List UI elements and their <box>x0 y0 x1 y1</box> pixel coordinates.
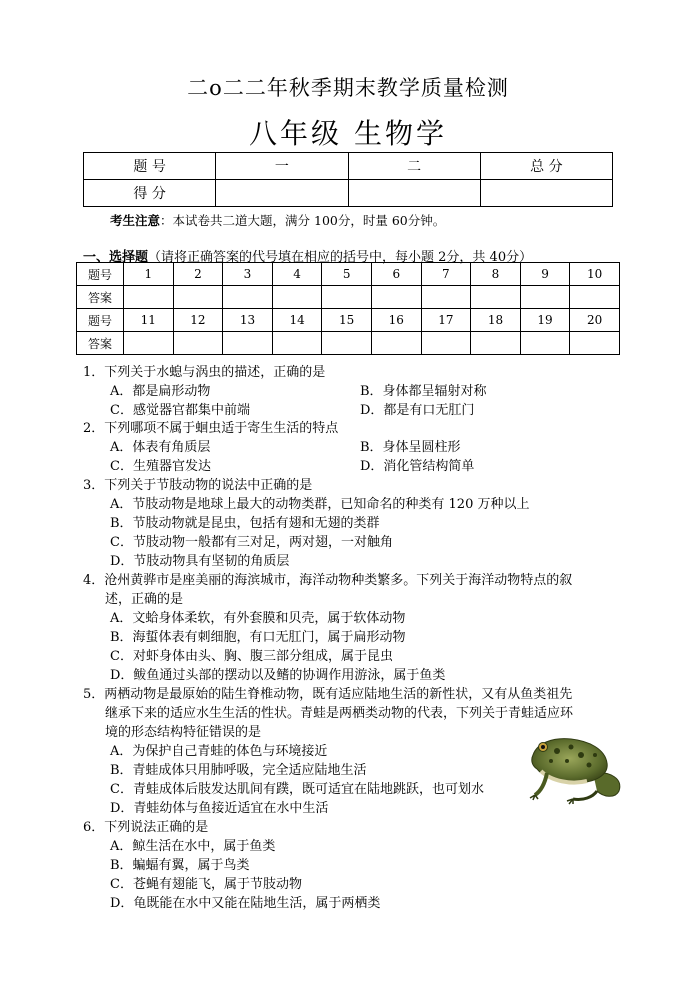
question-3-option-a: A．节肢动物是地球上最大的动物类群，已知命名的种类有 120 万种以上 <box>110 497 530 512</box>
exam-notice <box>110 211 445 229</box>
question-1-option-a: A．都是扁形动物 <box>110 384 211 399</box>
question-4-stem-line2: 述，正确的是 <box>105 592 184 607</box>
question-4-option-b: B．海蜇体表有刺细胞，有口无肛门，属于扁形动物 <box>110 630 406 645</box>
question-number-cell: 17 <box>421 309 471 332</box>
question-5-stem-line1: 5．两栖动物是最原始的陆生脊椎动物，既有适应陆地生活的新性状，又有从鱼类祖先 <box>83 687 573 702</box>
question-number-cell: 8 <box>471 263 521 286</box>
question-number-cell: 20 <box>570 309 620 332</box>
question-2-option-a: A．体表有角质层 <box>110 440 211 455</box>
score-row-label: 得 分 <box>84 180 216 207</box>
question-number-cell: 7 <box>421 263 471 286</box>
question-2-stem: 2．下列哪项不属于蛔虫适于寄生生活的特点 <box>83 421 339 436</box>
question-2-option-d: D．消化管结构简单 <box>360 459 475 474</box>
question-6-option-a: A．鲸生活在水中，属于鱼类 <box>110 839 276 854</box>
question-1-option-c: C．感觉器官都集中前端 <box>110 403 250 418</box>
question-2-option-c: C．生殖器官发达 <box>110 459 211 474</box>
answer-cell[interactable] <box>421 286 471 309</box>
question-5-option-a: A．为保护自己青蛙的体色与环境接近 <box>110 744 328 759</box>
answer-cell[interactable] <box>322 332 372 355</box>
question-number-cell: 10 <box>570 263 620 286</box>
question-number-cell: 11 <box>124 309 174 332</box>
question-3-option-c: C．节肢动物一般都有三对足，两对翅，一对触角 <box>110 535 393 550</box>
score-cell[interactable] <box>348 180 480 207</box>
question-number-cell: 9 <box>520 263 570 286</box>
grade-label: 八年级 <box>248 117 342 150</box>
score-header-cell: 一 <box>216 153 348 180</box>
question-number-cell: 4 <box>272 263 322 286</box>
score-header-cell: 总 分 <box>480 153 612 180</box>
answer-cell[interactable] <box>223 332 273 355</box>
answer-cell[interactable] <box>322 286 372 309</box>
question-1-option-d: D．都是有口无肛门 <box>360 403 475 418</box>
question-4-option-d: D．鲅鱼通过头部的摆动以及鳍的协调作用游泳，属于鱼类 <box>110 668 446 683</box>
answer-cell[interactable] <box>272 286 322 309</box>
answer-cell[interactable] <box>471 286 521 309</box>
question-6-option-d: D．龟既能在水中又能在陆地生活，属于两栖类 <box>110 896 381 911</box>
question-number-cell: 6 <box>371 263 421 286</box>
answer-cell[interactable] <box>223 286 273 309</box>
question-4-stem-line1: 4．沧州黄骅市是座美丽的海滨城市，海洋动物种类繁多。下列关于海洋动物特点的叙 <box>83 573 573 588</box>
answer-row-label: 答案 <box>77 332 124 355</box>
answer-cell[interactable] <box>173 286 223 309</box>
notice-text: ：本试卷共二道大题，满分 100分，时量 60分钟。 <box>160 213 446 228</box>
question-number-cell: 3 <box>223 263 273 286</box>
question-6-option-b: B．蝙蝠有翼，属于鸟类 <box>110 858 250 873</box>
frog-image <box>523 725 628 805</box>
question-6-stem: 6．下列说法正确的是 <box>83 820 209 835</box>
question-number-cell: 14 <box>272 309 322 332</box>
answer-cell[interactable] <box>124 286 174 309</box>
question-number-cell: 16 <box>371 309 421 332</box>
section-desc: （请将正确答案的代号填在相应的括号中，每小题 2分，共 40分） <box>148 250 533 265</box>
score-header-cell: 二 <box>348 153 480 180</box>
answer-row-label: 题号 <box>77 309 124 332</box>
answer-cell[interactable] <box>520 332 570 355</box>
question-number-cell: 19 <box>520 309 570 332</box>
question-number-cell: 18 <box>471 309 521 332</box>
answer-cell[interactable] <box>471 332 521 355</box>
notice-label: 考生注意 <box>110 213 161 228</box>
question-3-option-b: B．节肢动物就是昆虫，包括有翅和无翅的类群 <box>110 516 380 531</box>
question-3-option-d: D．节肢动物具有坚韧的角质层 <box>110 554 290 569</box>
answer-cell[interactable] <box>570 332 620 355</box>
score-table <box>83 152 613 207</box>
question-2-option-b: B．身体呈圆柱形 <box>360 440 461 455</box>
question-number-cell: 12 <box>173 309 223 332</box>
section-title: 一、选择题 <box>83 250 149 265</box>
exam-subtitle <box>0 112 696 152</box>
question-3-stem: 3．下列关于节肢动物的说法中正确的是 <box>83 478 313 493</box>
answer-row-label: 题号 <box>77 263 124 286</box>
question-5-stem-line2: 继承下来的适应水生生活的性状。青蛙是两栖类动物的代表，下列关于青蛙适应环 <box>105 706 574 721</box>
question-4-option-c: C．对虾身体由头、胸、腹三部分组成，属于昆虫 <box>110 649 393 664</box>
answer-cell[interactable] <box>173 332 223 355</box>
question-number-cell: 13 <box>223 309 273 332</box>
answer-cell[interactable] <box>124 332 174 355</box>
question-5-option-c: C．青蛙成体后肢发达肌间有蹼，既可适宜在陆地跳跃，也可划水 <box>110 782 484 797</box>
answer-table <box>76 262 620 355</box>
question-number-cell: 5 <box>322 263 372 286</box>
question-4-option-a: A．文蛤身体柔软，有外套膜和贝壳，属于软体动物 <box>110 611 406 626</box>
answer-cell[interactable] <box>371 332 421 355</box>
question-number-cell: 15 <box>322 309 372 332</box>
answer-cell[interactable] <box>272 332 322 355</box>
question-number-cell: 1 <box>124 263 174 286</box>
question-6-option-c: C．苍蝇有翅能飞，属于节肢动物 <box>110 877 302 892</box>
answer-cell[interactable] <box>371 286 421 309</box>
question-1-option-b: B．身体都呈辐射对称 <box>360 384 487 399</box>
question-1-stem: 1．下列关于水螅与涡虫的描述，正确的是 <box>83 365 326 380</box>
question-5-option-b: B．青蛙成体只用肺呼吸，完全适应陆地生活 <box>110 763 367 778</box>
subject-label: 生物学 <box>354 117 448 150</box>
answer-cell[interactable] <box>570 286 620 309</box>
question-number-cell: 2 <box>173 263 223 286</box>
question-5-option-d: D．青蛙幼体与鱼接近适宜在水中生活 <box>110 801 329 816</box>
question-5-stem-line3: 境的形态结构特征错误的是 <box>105 725 262 740</box>
answer-cell[interactable] <box>421 332 471 355</box>
score-cell[interactable] <box>216 180 348 207</box>
score-header-cell: 题 号 <box>84 153 216 180</box>
exam-title: 二o二二年秋季期末教学质量检测 <box>187 76 509 100</box>
score-cell[interactable] <box>480 180 612 207</box>
answer-cell[interactable] <box>520 286 570 309</box>
answer-row-label: 答案 <box>77 286 124 309</box>
